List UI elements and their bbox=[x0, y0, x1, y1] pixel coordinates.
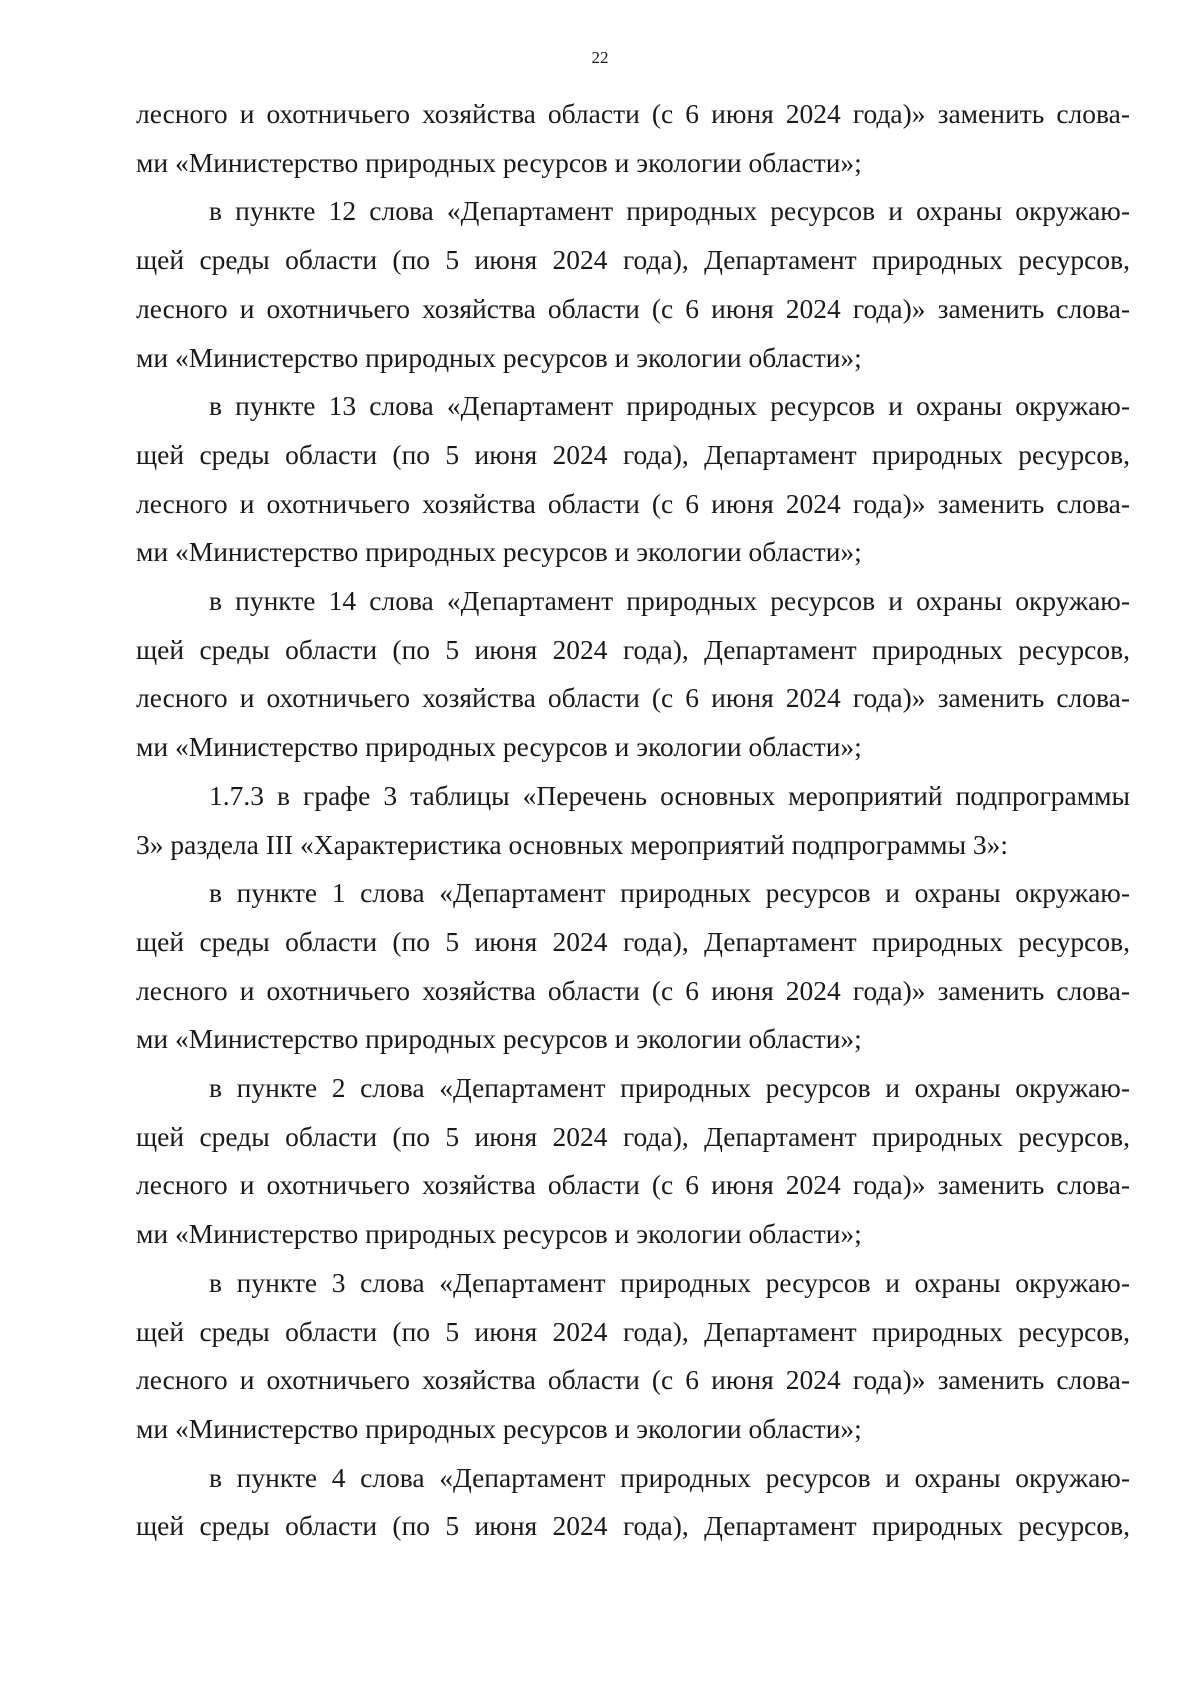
document-body bbox=[136, 90, 1130, 1551]
text-line: в пункте 3 слова «Департамент природных ресурсов и охраны окружаю- bbox=[209, 1266, 1130, 1298]
text-line: щей среды области (по 5 июня 2024 года), Департамент природных ресурсов, bbox=[136, 1120, 1130, 1152]
text-line: 1.7.3 в графе 3 таблицы «Перечень основных мероприятий подпрограммы bbox=[209, 779, 1130, 811]
page-number: 22 bbox=[591, 48, 609, 67]
text-line: лесного и охотничьего хозяйства области (с 6 июня 2024 года)» заменить слова- bbox=[136, 974, 1130, 1006]
text-line: ми «Министерство природных ресурсов и экологии области»; bbox=[136, 731, 862, 763]
text-line: лесного и охотничьего хозяйства области (с 6 июня 2024 года)» заменить слова- bbox=[136, 1169, 1130, 1201]
text-line: в пункте 4 слова «Департамент природных ресурсов и охраны окружаю- bbox=[209, 1461, 1130, 1493]
text-line: ми «Министерство природных ресурсов и экологии области»; bbox=[136, 341, 862, 373]
text-line: щей среды области (по 5 июня 2024 года), Департамент природных ресурсов, bbox=[136, 438, 1130, 470]
text-line: щей среды области (по 5 июня 2024 года), Департамент природных ресурсов, bbox=[136, 1510, 1130, 1542]
text-line: в пункте 13 слова «Департамент природных ресурсов и охраны окружаю- bbox=[209, 390, 1130, 422]
text-line: ми «Министерство природных ресурсов и экологии области»; bbox=[136, 1218, 862, 1250]
text-line: в пункте 14 слова «Департамент природных ресурсов и охраны окружаю- bbox=[209, 585, 1130, 617]
text-line: ми «Министерство природных ресурсов и экологии области»; bbox=[136, 536, 862, 568]
text-line: 3» раздела III «Характеристика основных мероприятий подпрограммы 3»: bbox=[136, 828, 1009, 860]
text-line: в пункте 1 слова «Департамент природных ресурсов и охраны окружаю- bbox=[209, 877, 1130, 909]
text-line: лесного и охотничьего хозяйства области (с 6 июня 2024 года)» заменить слова- bbox=[136, 98, 1130, 129]
text-line: щей среды области (по 5 июня 2024 года), Департамент природных ресурсов, bbox=[136, 1315, 1130, 1347]
text-line: лесного и охотничьего хозяйства области (с 6 июня 2024 года)» заменить слова- bbox=[136, 1364, 1130, 1396]
text-line: в пункте 12 слова «Департамент природных ресурсов и охраны окружаю- bbox=[209, 195, 1130, 227]
text-line: ми «Министерство природных ресурсов и экологии области»; bbox=[136, 146, 862, 178]
text-line: в пункте 2 слова «Департамент природных ресурсов и охраны окружаю- bbox=[209, 1072, 1130, 1104]
text-line: ми «Министерство природных ресурсов и экологии области»; bbox=[136, 1412, 862, 1444]
text-line: щей среды области (по 5 июня 2024 года), Департамент природных ресурсов, bbox=[136, 633, 1130, 665]
text-line: щей среды области (по 5 июня 2024 года), Департамент природных ресурсов, bbox=[136, 925, 1130, 957]
text-line: ми «Министерство природных ресурсов и экологии области»; bbox=[136, 1023, 862, 1055]
text-line: щей среды области (по 5 июня 2024 года), Департамент природных ресурсов, bbox=[136, 244, 1130, 276]
text-line: лесного и охотничьего хозяйства области (с 6 июня 2024 года)» заменить слова- bbox=[136, 487, 1130, 519]
text-line: лесного и охотничьего хозяйства области (с 6 июня 2024 года)» заменить слова- bbox=[136, 292, 1130, 324]
text-line: лесного и охотничьего хозяйства области (с 6 июня 2024 года)» заменить слова- bbox=[136, 682, 1130, 714]
